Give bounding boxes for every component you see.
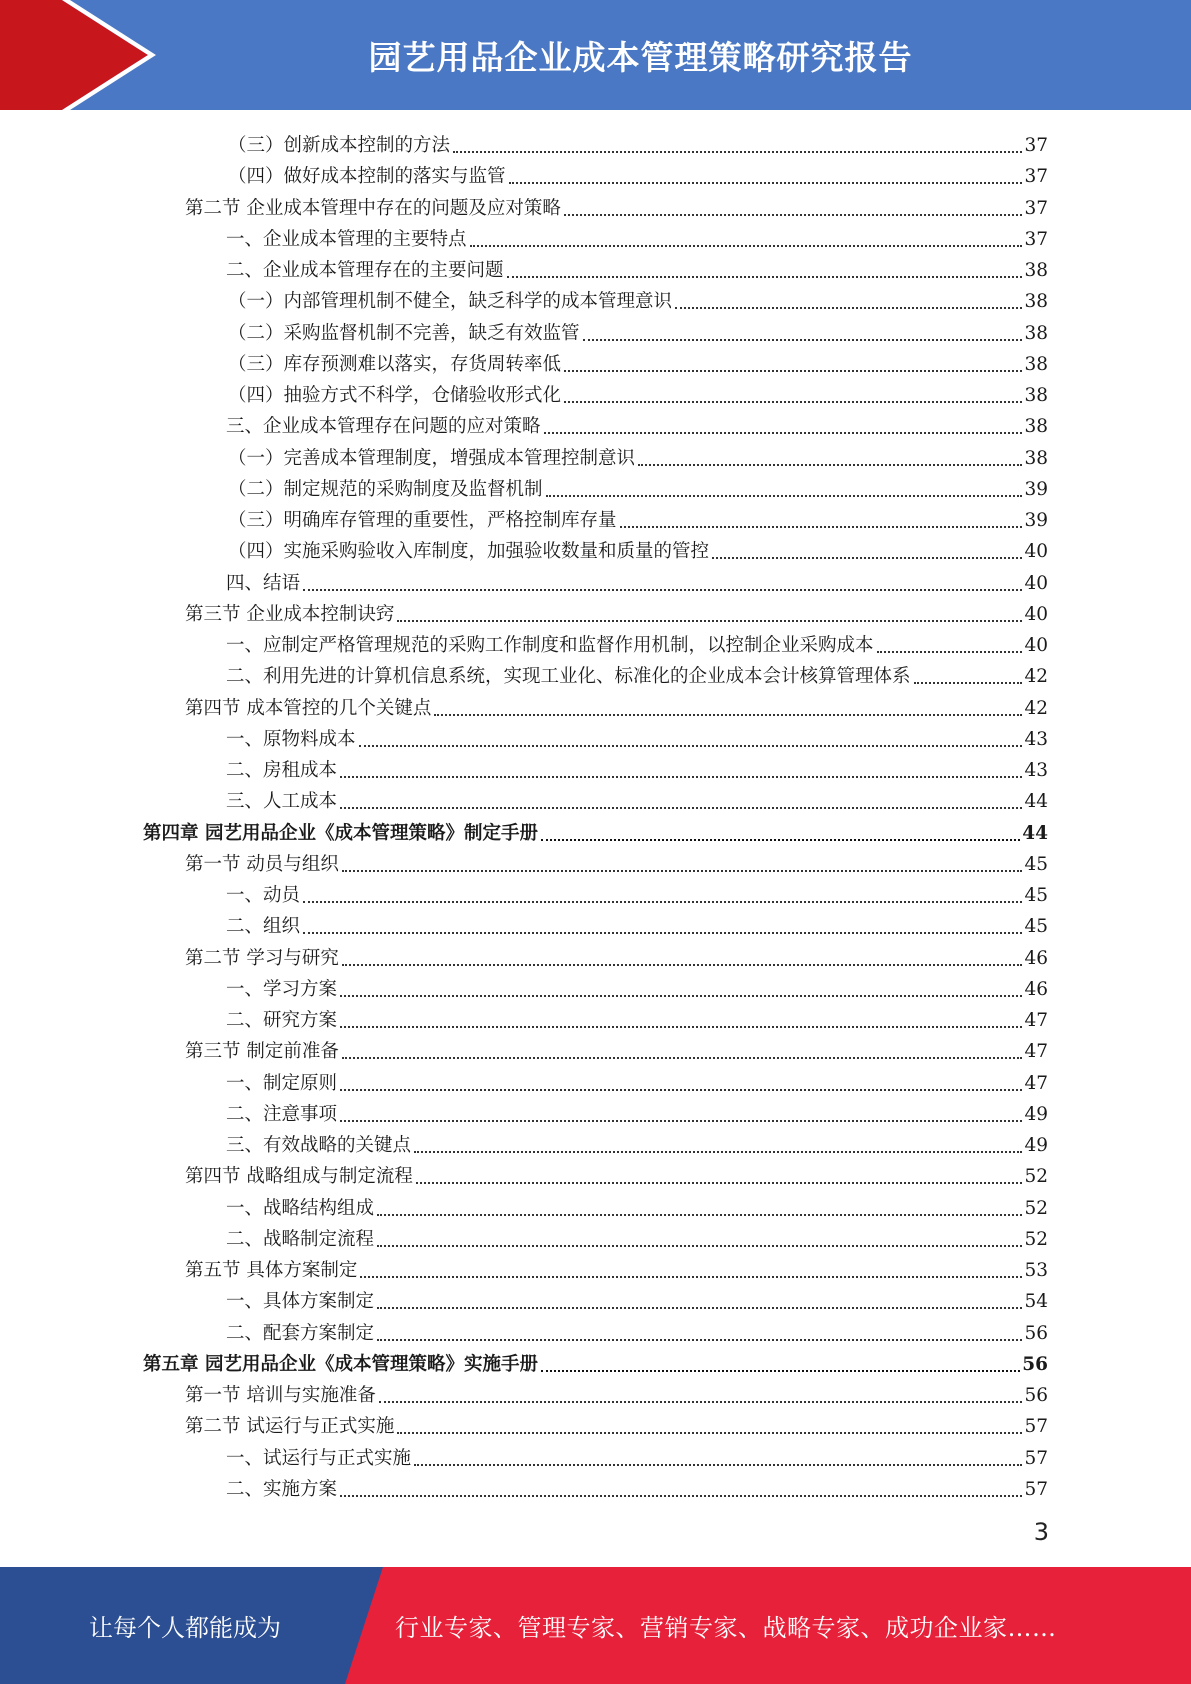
toc-entry-page: 46 [1024,947,1048,969]
toc-leader-dots [340,995,1022,997]
toc-leader-dots [360,1276,1022,1278]
toc-entry-page: 40 [1024,541,1048,563]
toc-leader-dots [877,651,1023,653]
toc-entry-title: 一、制定原则 [226,1072,338,1094]
toc-entry-title: 一、应制定严格管理规范的采购工作制度和监督作用机制，以控制企业采购成本 [226,635,874,656]
toc-leader-dots [544,432,1023,434]
toc-entry-page: 53 [1024,1260,1048,1281]
toc-entry-page: 37 [1024,228,1048,250]
toc-entry-title: （四）抽验方式不科学，仓储验收形式化 [228,385,562,406]
toc-entry-page: 43 [1024,728,1048,750]
toc-entry-page: 37 [1024,135,1048,156]
toc-leader-dots [342,870,1023,872]
toc-entry-page: 45 [1024,885,1048,906]
toc-entry-page: 38 [1024,291,1048,313]
toc-entry-title: 三、企业成本管理存在问题的应对策略 [226,416,541,438]
toc-entry-title: 第一节 动员与组织 [185,853,339,875]
toc-entry-title: （三）库存预测难以落实，存货周转率低 [228,353,562,375]
toc-entry[interactable] [226,1283,1048,1314]
toc-leader-dots [342,1057,1023,1059]
footer-slogan-left: 让每个人都能成为 [89,1614,281,1642]
toc-entry[interactable] [226,1440,1048,1471]
toc-entry-title: （二）采购监督机制不完善，缺乏有效监管 [228,322,580,344]
toc-entry[interactable] [226,1096,1048,1127]
footer-band [0,1567,1191,1684]
toc-entry-title: 第五节 具体方案制定 [185,1260,358,1281]
toc-entry-title: 四、结语 [226,572,301,594]
page-number: 3 [1033,1518,1049,1546]
toc-entry-page: 52 [1024,1197,1048,1219]
toc-leader-dots [507,276,1023,278]
toc-leader-dots [546,495,1023,497]
toc-entry[interactable] [226,1190,1048,1221]
toc-leader-dots [434,714,1022,716]
red-arrow-icon [0,0,160,110]
toc-entry[interactable] [185,1377,1048,1408]
toc-entry-page: 47 [1024,1010,1048,1031]
toc-entry[interactable] [226,658,1048,689]
toc-entry[interactable] [226,752,1048,783]
toc-entry[interactable] [228,283,1048,314]
toc-entry-page: 47 [1024,1072,1048,1094]
toc-entry[interactable] [226,1471,1048,1502]
toc-entry-page: 39 [1024,478,1048,500]
toc-entry-title: 二、研究方案 [226,1010,338,1031]
toc-leader-dots [914,682,1023,684]
toc-entry-title: 二、企业成本管理存在的主要问题 [226,260,504,281]
toc-entry[interactable] [185,1408,1048,1439]
toc-leader-dots [342,964,1023,966]
toc-entry-title: 三、有效战略的关键点 [226,1135,412,1156]
toc-leader-dots [340,807,1022,809]
toc-leader-dots [303,901,1022,903]
toc-entry[interactable] [226,908,1048,939]
toc-entry-page: 57 [1024,1416,1048,1438]
toc-leader-dots [564,214,1023,216]
toc-entry-title: 三、人工成本 [226,791,338,813]
toc-leader-dots [620,526,1023,528]
toc-entry-page: 40 [1024,572,1048,594]
toc-entry-title: 二、利用先进的计算机信息系统，实现工业化、标准化的企业成本会计核算管理体系 [226,666,911,688]
toc-entry[interactable] [185,940,1048,971]
toc-entry[interactable] [226,627,1048,658]
toc-entry-title: 第五章 园艺用品企业《成本管理策略》实施手册 [143,1353,538,1375]
toc-entry-page: 56 [1024,1385,1048,1406]
toc-entry-title: 第四章 园艺用品企业《成本管理策略》制定手册 [143,822,538,844]
toc-entry-title: （一）内部管理机制不健全，缺乏科学的成本管理意识 [228,291,673,313]
toc-entry-page: 45 [1024,853,1048,875]
toc-entry[interactable] [226,221,1048,252]
toc-entry-title: 第二节 企业成本管理中存在的问题及应对策略 [185,197,561,219]
toc-leader-dots [340,1026,1022,1028]
toc-entry-title: 一、企业成本管理的主要特点 [226,228,467,250]
toc-entry[interactable] [226,783,1048,814]
toc-leader-dots [340,776,1022,778]
report-title: 园艺用品企业成本管理策略研究报告 [368,37,913,77]
toc-entry-title: 二、配套方案制定 [226,1322,375,1344]
toc-entry[interactable] [228,346,1048,377]
toc-entry[interactable] [185,1252,1048,1283]
toc-entry-page: 42 [1024,697,1048,719]
toc-entry[interactable] [226,877,1048,908]
toc-entry-page: 56 [1024,1322,1048,1344]
toc-leader-dots [379,1401,1023,1403]
toc-entry[interactable] [228,158,1048,189]
toc-entry-page: 57 [1024,1447,1048,1469]
toc-entry-page: 38 [1024,416,1048,438]
toc-entry[interactable] [228,377,1048,408]
toc-leader-dots [377,1245,1022,1247]
toc-leader-dots [303,932,1022,934]
toc-entry[interactable] [226,565,1048,596]
footer-slogan-right: 行业专家、管理专家、营销专家、战略专家、成功企业家…… [395,1614,1057,1642]
toc-entry-page: 40 [1024,635,1048,656]
toc-entry-title: 二、注意事项 [226,1103,338,1125]
toc-entry-title: 第二节 试运行与正式实施 [185,1416,395,1438]
toc-leader-dots [509,182,1023,184]
toc-entry[interactable] [226,1315,1048,1346]
toc-entry-page: 52 [1024,1166,1048,1188]
toc-entry[interactable] [143,815,1048,846]
toc-entry[interactable] [226,1065,1048,1096]
toc-leader-dots [397,1432,1022,1434]
toc-leader-dots [564,370,1022,372]
toc-entry-title: 一、试运行与正式实施 [226,1447,412,1469]
toc-entry[interactable] [185,1158,1048,1189]
toc-entry-title: 一、战略结构组成 [226,1197,375,1219]
toc-entry-page: 38 [1024,385,1048,406]
toc-entry[interactable] [228,127,1048,158]
toc-entry-page: 44 [1024,791,1048,813]
toc-entry-title: 一、原物料成本 [226,728,356,750]
toc-entry-page: 56 [1022,1353,1048,1375]
toc-entry-page: 54 [1024,1291,1048,1313]
toc-entry[interactable] [226,1002,1048,1033]
toc-entry[interactable] [226,721,1048,752]
toc-entry[interactable] [228,315,1048,346]
toc-entry-page: 37 [1024,166,1048,188]
toc-entry-page: 38 [1024,353,1048,375]
toc-entry-title: 第四节 战略组成与制定流程 [185,1166,413,1188]
toc-entry-page: 40 [1024,603,1048,625]
toc-entry-title: 第二节 学习与研究 [185,947,339,969]
toc-leader-dots [359,745,1023,747]
toc-entry[interactable] [185,596,1048,627]
toc-entry[interactable] [143,1346,1048,1377]
toc-entry[interactable] [185,690,1048,721]
toc-entry-title: 第三节 企业成本控制诀窍 [185,603,395,625]
toc-entry-page: 57 [1024,1478,1048,1500]
toc-entry[interactable] [228,533,1048,564]
toc-entry[interactable] [226,252,1048,283]
toc-entry-title: （三）明确库存管理的重要性，严格控制库存量 [228,510,617,531]
toc-entry-title: （三）创新成本控制的方法 [228,135,451,156]
toc-entry-title: 二、实施方案 [226,1478,338,1500]
toc-entry[interactable] [185,190,1048,221]
toc-leader-dots [340,1120,1022,1122]
toc-leader-dots [564,401,1022,403]
toc-entry-title: 一、具体方案制定 [226,1291,375,1313]
toc-entry-title: 第四节 成本管控的几个关键点 [185,697,432,719]
toc-entry[interactable] [226,971,1048,1002]
toc-leader-dots [397,620,1022,622]
toc-leader-dots [414,1151,1022,1153]
toc-entry-title: 二、房租成本 [226,760,338,781]
toc-leader-dots [303,589,1022,591]
toc-entry-page: 39 [1024,510,1048,531]
toc-leader-dots [416,1182,1023,1184]
toc-entry[interactable] [228,471,1048,502]
toc-leader-dots [377,1339,1022,1341]
toc-leader-dots [712,557,1022,559]
toc-entry-title: 二、战略制定流程 [226,1228,375,1250]
toc-entry[interactable] [185,846,1048,877]
toc-entry-title: 第一节 培训与实施准备 [185,1385,376,1406]
toc-leader-dots [541,1370,1020,1372]
toc-entry-page: 38 [1024,447,1048,469]
toc-entry-page: 43 [1024,760,1048,781]
toc-entry-page: 42 [1024,666,1048,688]
toc-entry-title: 一、动员 [226,885,301,906]
toc-leader-dots [340,1089,1022,1091]
toc-entry-page: 49 [1024,1103,1048,1125]
toc-leader-dots [541,839,1020,841]
toc-entry-title: （四）做好成本控制的落实与监管 [228,166,506,188]
toc-entry-page: 45 [1024,916,1048,938]
toc-entry-page: 52 [1024,1228,1048,1250]
toc-leader-dots [470,245,1023,247]
toc-leader-dots [414,1464,1022,1466]
toc-entry-page: 37 [1024,197,1048,219]
toc-entry[interactable] [226,408,1048,439]
toc-entry-title: （四）实施采购验收入库制度，加强验收数量和质量的管控 [228,541,710,563]
toc-entry-page: 38 [1024,322,1048,344]
toc-entry-title: （二）制定规范的采购制度及监督机制 [228,478,543,500]
toc-entry-title: （一）完善成本管理制度，增强成本管理控制意识 [228,447,636,469]
toc-entry-title: 一、学习方案 [226,978,338,1000]
toc-entry-page: 46 [1024,978,1048,1000]
header-band [0,0,1191,110]
toc-leader-dots [453,151,1022,153]
toc-leader-dots [377,1214,1022,1216]
toc-leader-dots [340,1495,1022,1497]
toc-entry-page: 44 [1022,822,1048,844]
toc-entry-page: 49 [1024,1135,1048,1156]
toc-entry[interactable] [226,1127,1048,1158]
toc-entry-page: 47 [1024,1041,1048,1063]
toc-entry-title: 第三节 制定前准备 [185,1041,339,1063]
toc-leader-dots [583,339,1023,341]
toc-entry[interactable] [228,502,1048,533]
toc-entry-title: 二、组织 [226,916,301,938]
toc-entry[interactable] [228,440,1048,471]
toc-leader-dots [675,307,1022,309]
toc-leader-dots [638,464,1022,466]
toc-entry-page: 38 [1024,260,1048,281]
toc-leader-dots [377,1307,1022,1309]
toc-entry[interactable] [226,1221,1048,1252]
toc-entry[interactable] [185,1033,1048,1064]
